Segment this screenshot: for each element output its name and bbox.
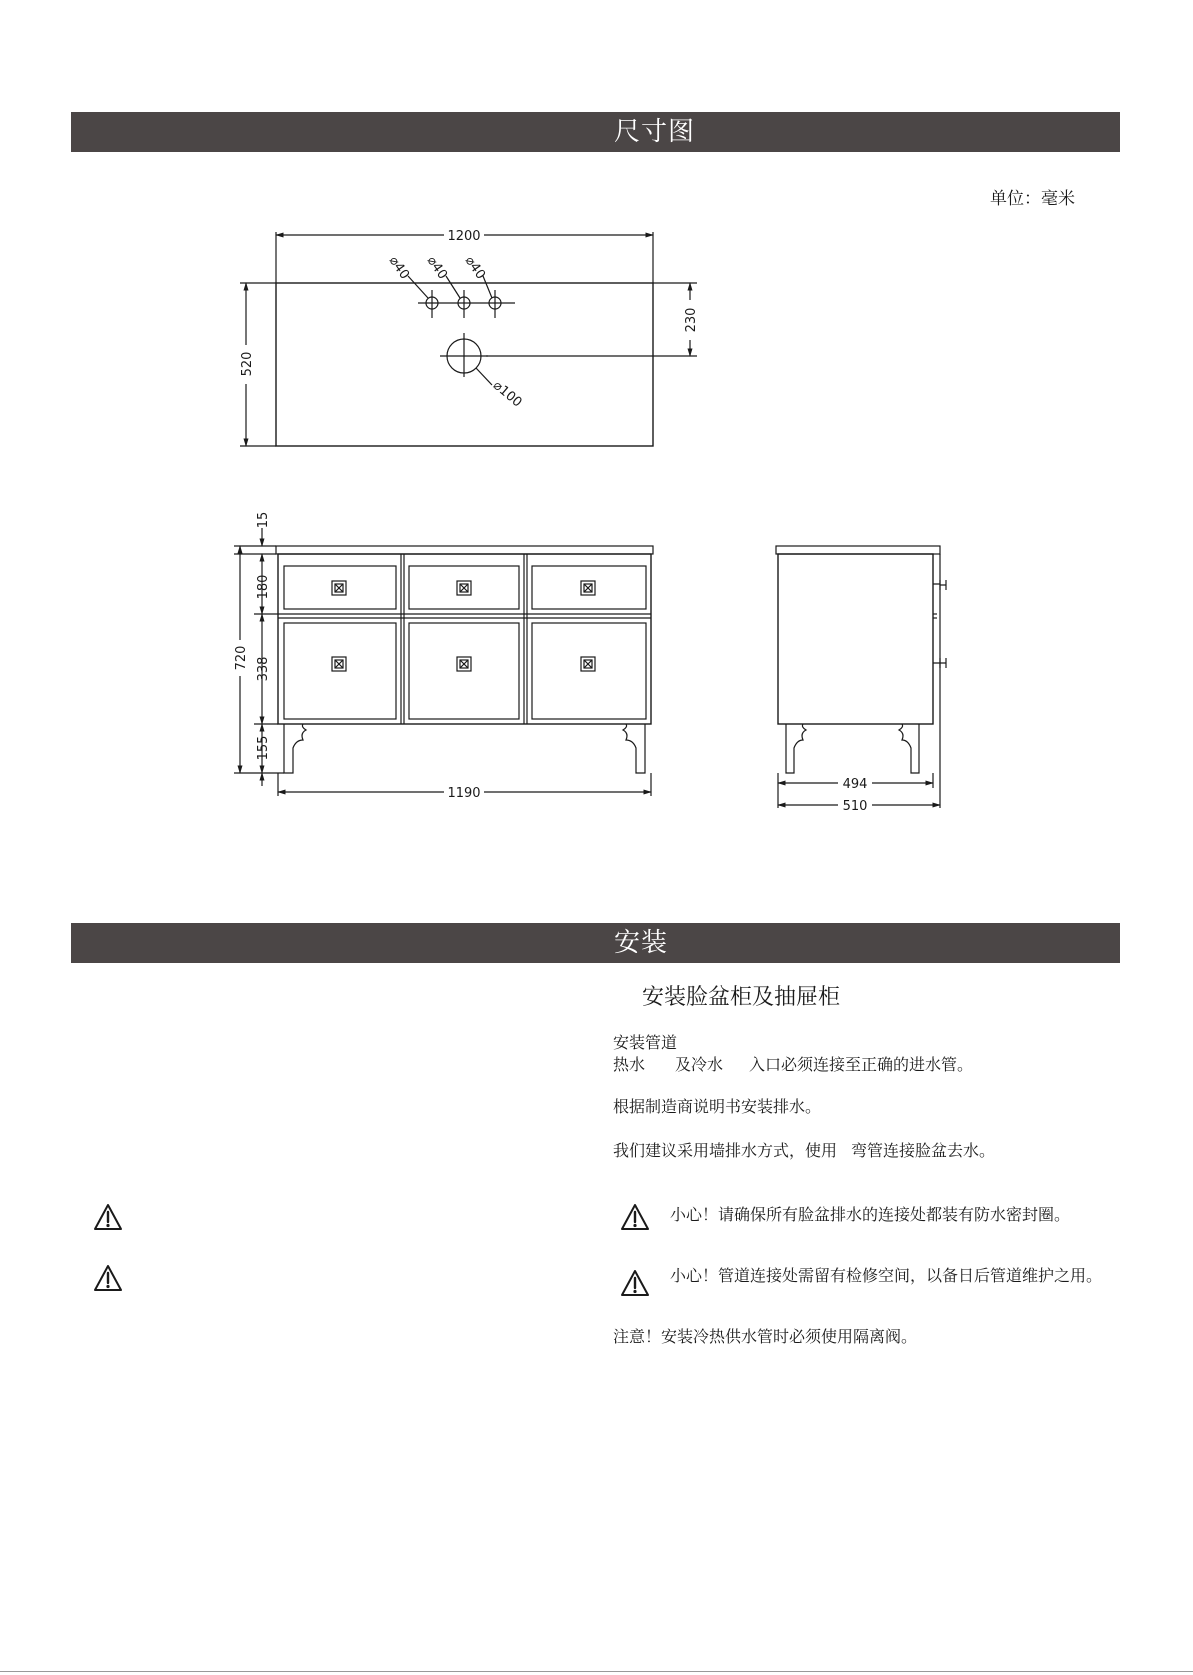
legs — [284, 724, 645, 773]
faucet-hole-2 — [458, 290, 470, 318]
front-height-label-2: 180 — [256, 574, 271, 600]
front-view — [234, 512, 653, 801]
section-header-installation — [71, 923, 1120, 963]
knob-top-right — [581, 581, 595, 595]
knob-top-middle — [457, 581, 471, 595]
pipes-cold: 及冷水 — [675, 1055, 724, 1074]
caution-access-text: 小心！管道连接处需留有检修空间，以备日后管道维护之用。 — [670, 1266, 1103, 1285]
top-width-label: 1200 — [447, 229, 481, 244]
wall-drain-part1: 我们建议采用墙排水方式，使用 — [613, 1141, 838, 1160]
section-title-installation: 安装 — [614, 928, 669, 958]
side-outer-depth-label: 510 — [842, 799, 868, 814]
faucet-hole-label-1: ⌀40 — [385, 253, 413, 283]
warning-triangle-icon — [620, 1203, 650, 1231]
faucet-hole-1 — [426, 290, 438, 318]
warning-triangle-icon — [620, 1269, 650, 1297]
knob-top-left — [332, 581, 346, 595]
top-depth-label: 520 — [240, 351, 255, 377]
pipes-rest: 入口必须连接至正确的进水管。 — [749, 1055, 974, 1074]
page-bottom-rule — [0, 1671, 1193, 1672]
side-inner-depth-label: 494 — [842, 777, 868, 792]
front-height-label-1: 15 — [256, 511, 271, 529]
knob-bottom-right — [581, 657, 595, 671]
hole-offset-label: 230 — [684, 307, 699, 333]
drain-hole — [440, 333, 492, 385]
faucet-hole-label-3: ⌀40 — [461, 253, 489, 283]
unit-label: 单位：毫米 — [990, 189, 1075, 209]
drain-line: 根据制造商说明书安装排水。 — [613, 1097, 822, 1116]
wall-drain-line — [613, 1141, 995, 1161]
knob-bottom-left — [332, 657, 346, 671]
side-view — [776, 546, 946, 814]
front-width-label: 1190 — [447, 786, 481, 801]
section-title-dimensions: 尺寸图 — [614, 117, 696, 147]
isolation-valve-note: 注意！安装冷热供水管时必须使用隔离阀。 — [613, 1327, 918, 1346]
warning-triangle-icon — [93, 1264, 123, 1292]
top-view — [240, 229, 699, 446]
warning-triangle-icon — [93, 1203, 123, 1231]
wall-drain-part2: 弯管连接脸盆去水。 — [851, 1141, 996, 1160]
caution-seal-text: 小心！请确保所有脸盆排水的连接处都装有防水密封圈。 — [670, 1205, 1071, 1224]
pipes-line — [613, 1055, 973, 1075]
pipes-title: 安装管道 — [613, 1033, 678, 1052]
faucet-hole-label-2: ⌀40 — [423, 253, 451, 283]
front-total-height-label: 720 — [234, 645, 249, 671]
front-height-label-4: 155 — [256, 735, 271, 761]
drain-hole-label: ⌀100 — [489, 378, 525, 411]
knob-bottom-middle — [457, 657, 471, 671]
pipes-hot: 热水 — [613, 1055, 646, 1074]
front-height-label-3: 338 — [256, 656, 271, 682]
install-subtitle: 安装脸盆柜及抽屉柜 — [642, 985, 841, 1010]
